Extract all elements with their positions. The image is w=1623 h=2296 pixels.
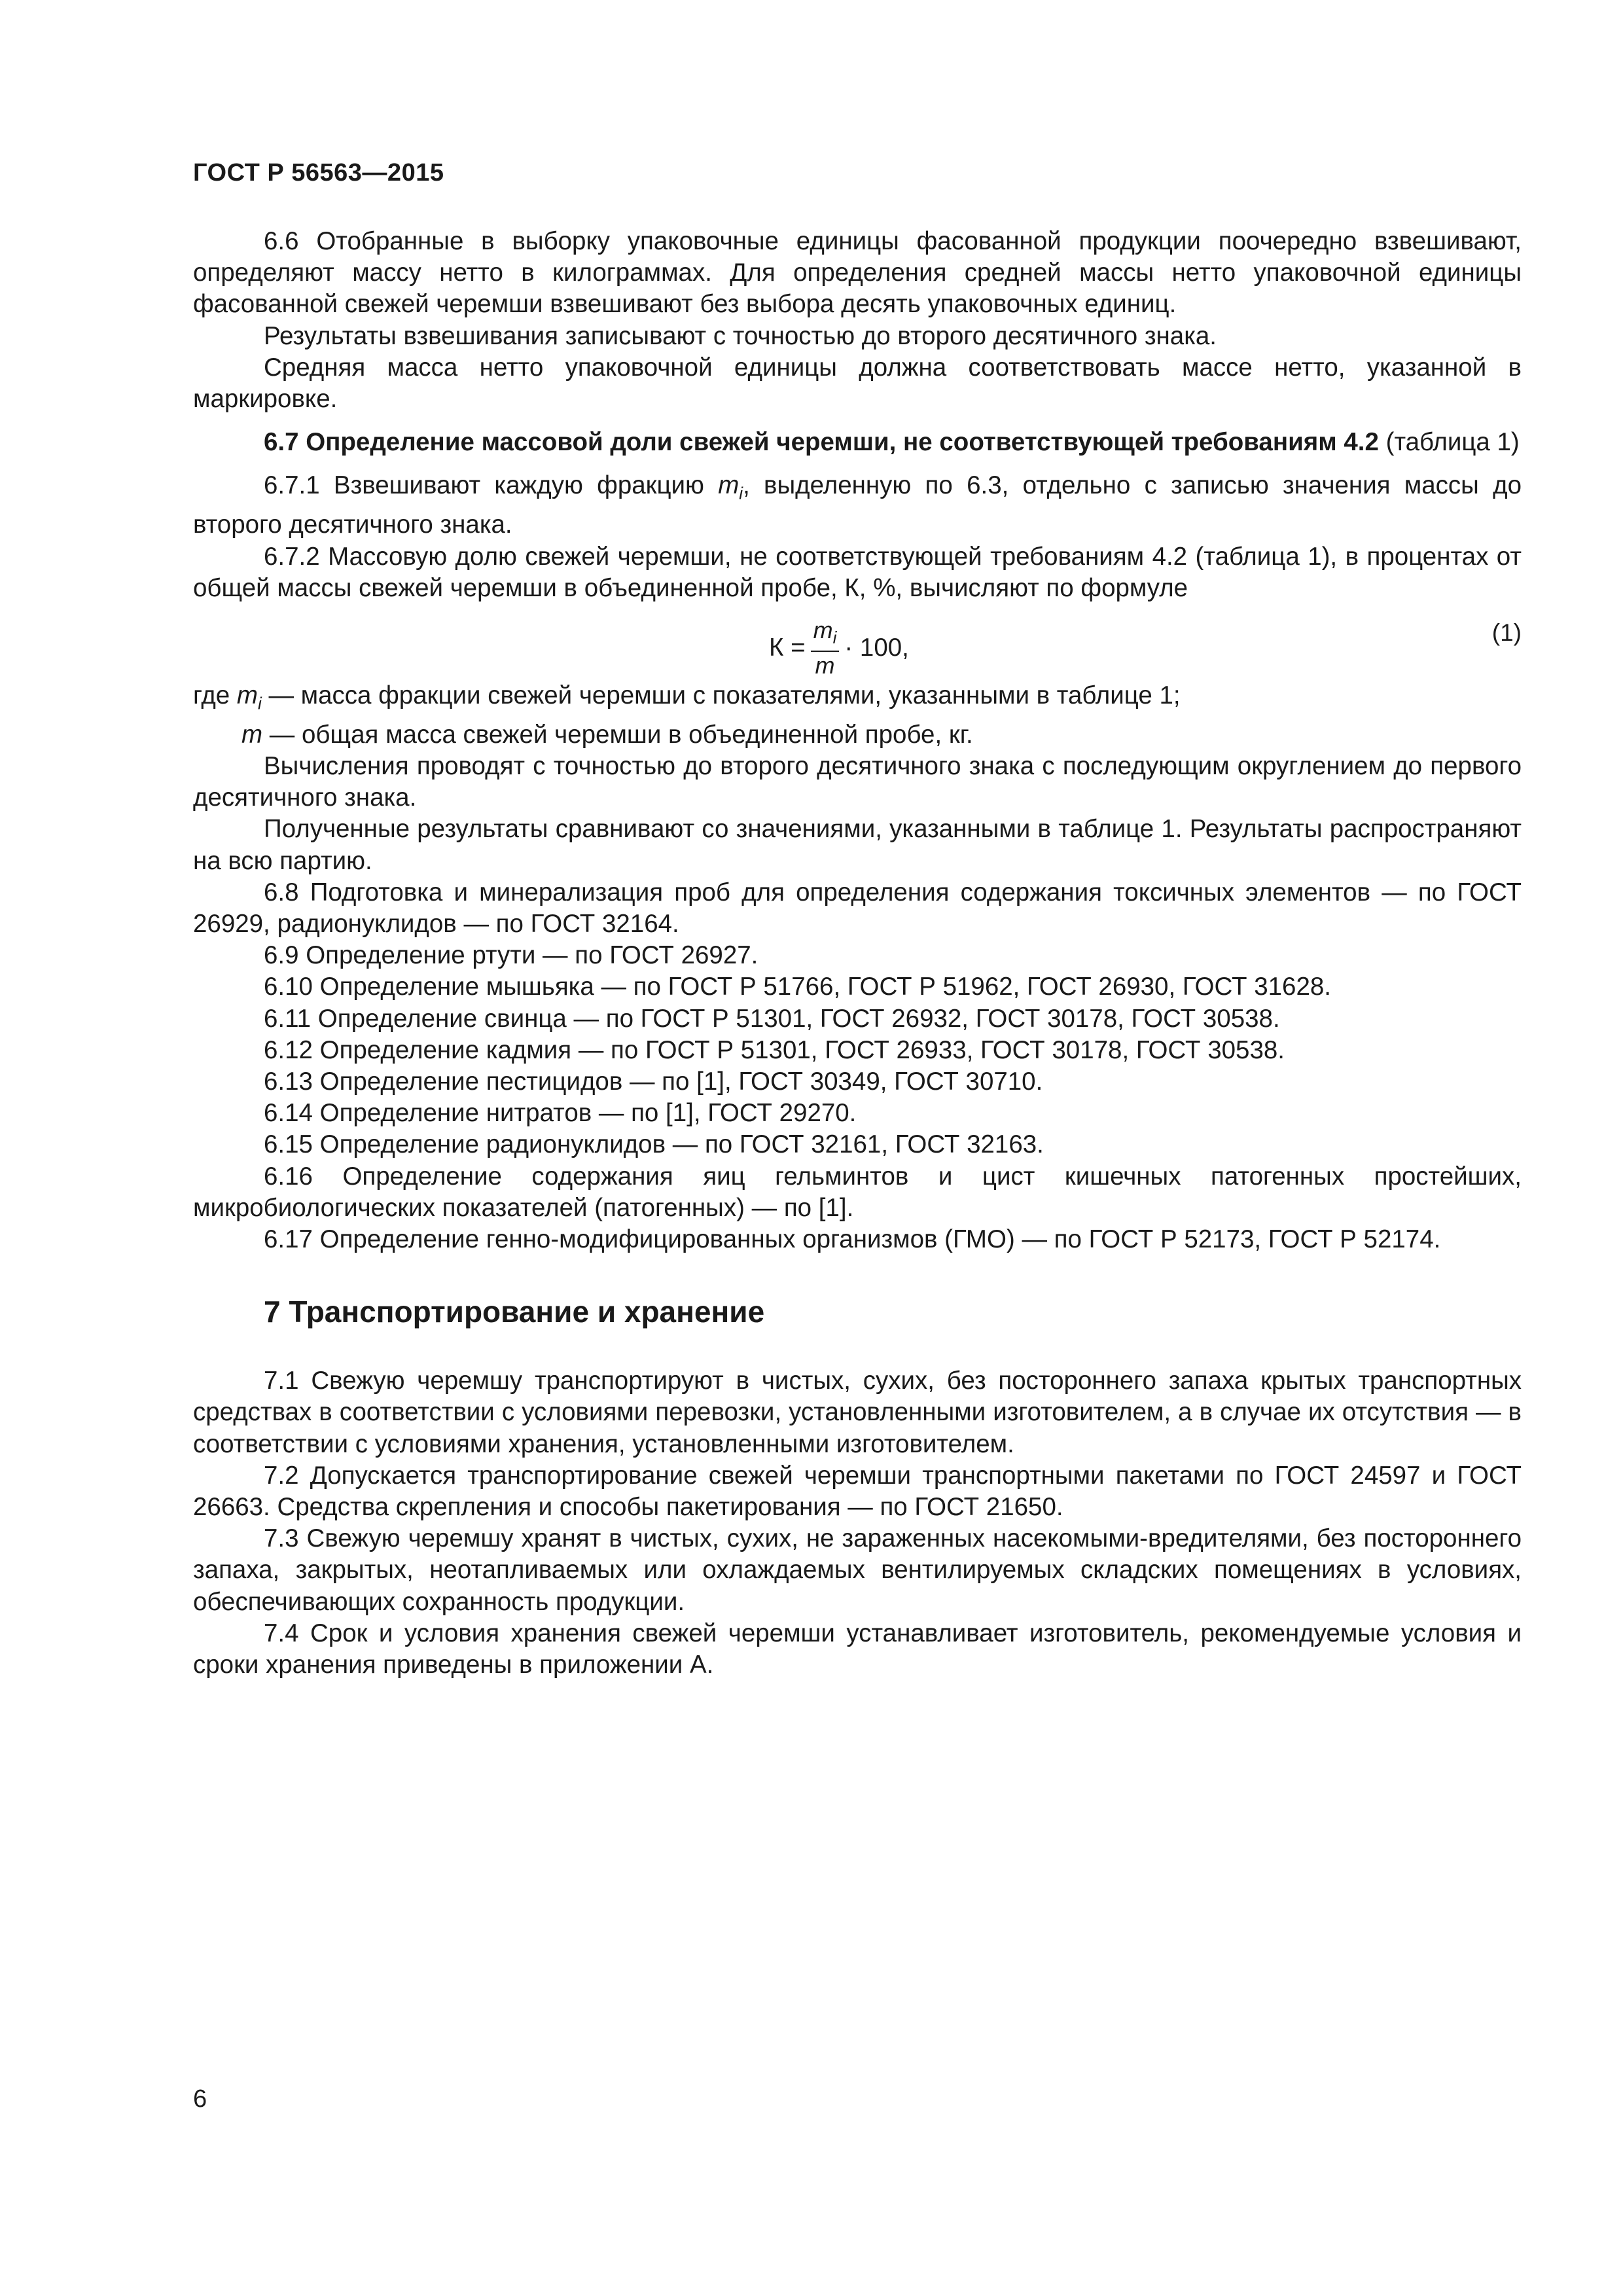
paragraph-6-11: 6.11 Определение свинца — по ГОСТ Р 51301, ГОСТ 26932, ГОСТ 30178, ГОСТ 30538. [264,1004,1280,1033]
formula-fraction [811,617,840,679]
paragraph-6-7-1-text-a: 6.7.1 Взвешивают каждую фракцию [264,471,719,500]
formula [769,617,909,679]
paragraph-6-7-1 [193,470,1522,541]
where-def-mi: — масса фракции свежей черемши с показателями, указанными в таблице 1; [261,681,1181,709]
where-prefix: где [193,681,237,709]
paragraph-results: Полученные результаты сравнивают со значениями, указанными в таблице 1. Результаты распространяют на всю партию. [193,815,1522,875]
formula-numerator-var: m [813,616,833,643]
paragraph-calculation: Вычисления проводят с точностью до второго десятичного знака с последующим округлением до первого десятичного знака. [193,752,1522,812]
where-var-m: m [236,681,258,709]
paragraph-7-3: 7.3 Свежую черемшу хранят в чистых, сухих, не зараженных насекомыми-вредителями, без постороннего запаха, закрытых, неотапливаемых или охлаждаемых вентилируемых складских помещениях в условиях, обеспечивающих сохранность продукции. [193,1524,1522,1616]
where-var-m-total: m [241,720,263,749]
formula-block [193,608,1522,680]
paragraph-7-2: 7.2 Допускается транспортирование свежей черемши транспортными пакетами по ГОСТ 24597 и ГОСТ 26663. Средства скрепления и способы пакетирования — по ГОСТ 21650. [193,1461,1522,1522]
paragraph-6-8: 6.8 Подготовка и минерализация проб для определения содержания токсичных элементов — по ГОСТ 26929, радионуклидов — по ГОСТ 32164. [193,878,1522,939]
paragraph-6-7-2: 6.7.2 Массовую долю свежей черемши, не соответствующей требованиям 4.2 (таблица 1), в процентах от общей массы свежей черемши в объединенной пробе, К, %, вычисляют по формуле [193,542,1522,602]
paragraph-6-9: 6.9 Определение ртути — по ГОСТ 26927. [264,941,758,970]
page-content [193,226,1522,1681]
paragraph-6-6: 6.6 Отобранные в выборку упаковочные единицы фасованной продукции поочередно взвешивают, определяют массу нетто в килограммах. Для определения средней массы нетто упаковочной единицы фасованной свежей черемши взвешивают без выбора десять упаковочных единиц. [193,227,1522,319]
where-def-m: — общая масса свежей черемши в объединенной пробе, кг. [262,720,973,749]
subsection-heading-6-7-tail: (таблица 1) [1378,428,1520,457]
paragraph-6-6-results: Результаты взвешивания записывают с точностью до второго десятичного знака. [264,321,1217,350]
subsection-heading-6-7 [193,427,1522,458]
subsection-heading-6-7-bold: 6.7 Определение массовой доли свежей черемши, не соответствующей требованиям 4.2 [264,428,1379,457]
paragraph-6-12: 6.12 Определение кадмия — по ГОСТ Р 51301, ГОСТ 26933, ГОСТ 30178, ГОСТ 30538. [264,1035,1285,1064]
where-var-sub-i: i [257,693,262,713]
paragraph-6-14: 6.14 Определение нитратов — по [1], ГОСТ 29270. [264,1099,857,1128]
paragraph-6-13: 6.13 Определение пестицидов — по [1], ГОСТ 30349, ГОСТ 30710. [264,1067,1043,1096]
formula-lhs: К = [769,634,806,662]
paragraph-6-10: 6.10 Определение мышьяка — по ГОСТ Р 51766, ГОСТ Р 51962, ГОСТ 26930, ГОСТ 31628. [264,973,1331,1001]
paragraph-7-4: 7.4 Срок и условия хранения свежей черемши устанавливает изготовитель, рекомендуемые условия и сроки хранения приведены в приложении А. [193,1619,1522,1679]
paragraph-6-6-average: Средняя масса нетто упаковочной единицы должна соответствовать массе нетто, указанной в маркировке. [193,353,1522,414]
where-line-mi [193,680,1522,719]
paragraph-6-16: 6.16 Определение содержания яиц гельминтов и цист кишечных патогенных простейших, микробиологических показателей (патогенных) — по [1]. [193,1162,1522,1222]
variable-subscript-i: i [739,484,743,504]
formula-rhs: · 100, [844,634,909,662]
formula-numerator-sub: i [832,628,837,648]
paragraph-6-17: 6.17 Определение генно-модифицированных организмов (ГМО) — по ГОСТ Р 52173, ГОСТ Р 52174. [264,1225,1441,1254]
formula-number: (1) [1491,619,1522,646]
variable-m: m [718,471,740,500]
paragraph-6-7-1-text-b: , выделенную по 6.3, отдельно с записью значения массы до второго десятичного знака. [193,471,1522,539]
where-line-m [193,719,1522,751]
page-number: 6 [193,2085,207,2113]
formula-denominator: m [815,652,835,679]
document-code-header: ГОСТ Р 56563—2015 [193,159,444,187]
paragraph-6-15: 6.15 Определение радионуклидов — по ГОСТ 32161, ГОСТ 32163. [264,1130,1044,1159]
section-heading-7: 7 Транспортирование и хранение [264,1295,765,1329]
paragraph-7-1: 7.1 Свежую черемшу транспортируют в чистых, сухих, без постороннего запаха крытых транспортных средствах в соответствии с условиями перевозки, установленными изготовителем, а в случае их отсутствия — в соответствии с условиями хранения, установленными изготовителем. [193,1367,1522,1458]
formula-numerator [811,617,840,652]
